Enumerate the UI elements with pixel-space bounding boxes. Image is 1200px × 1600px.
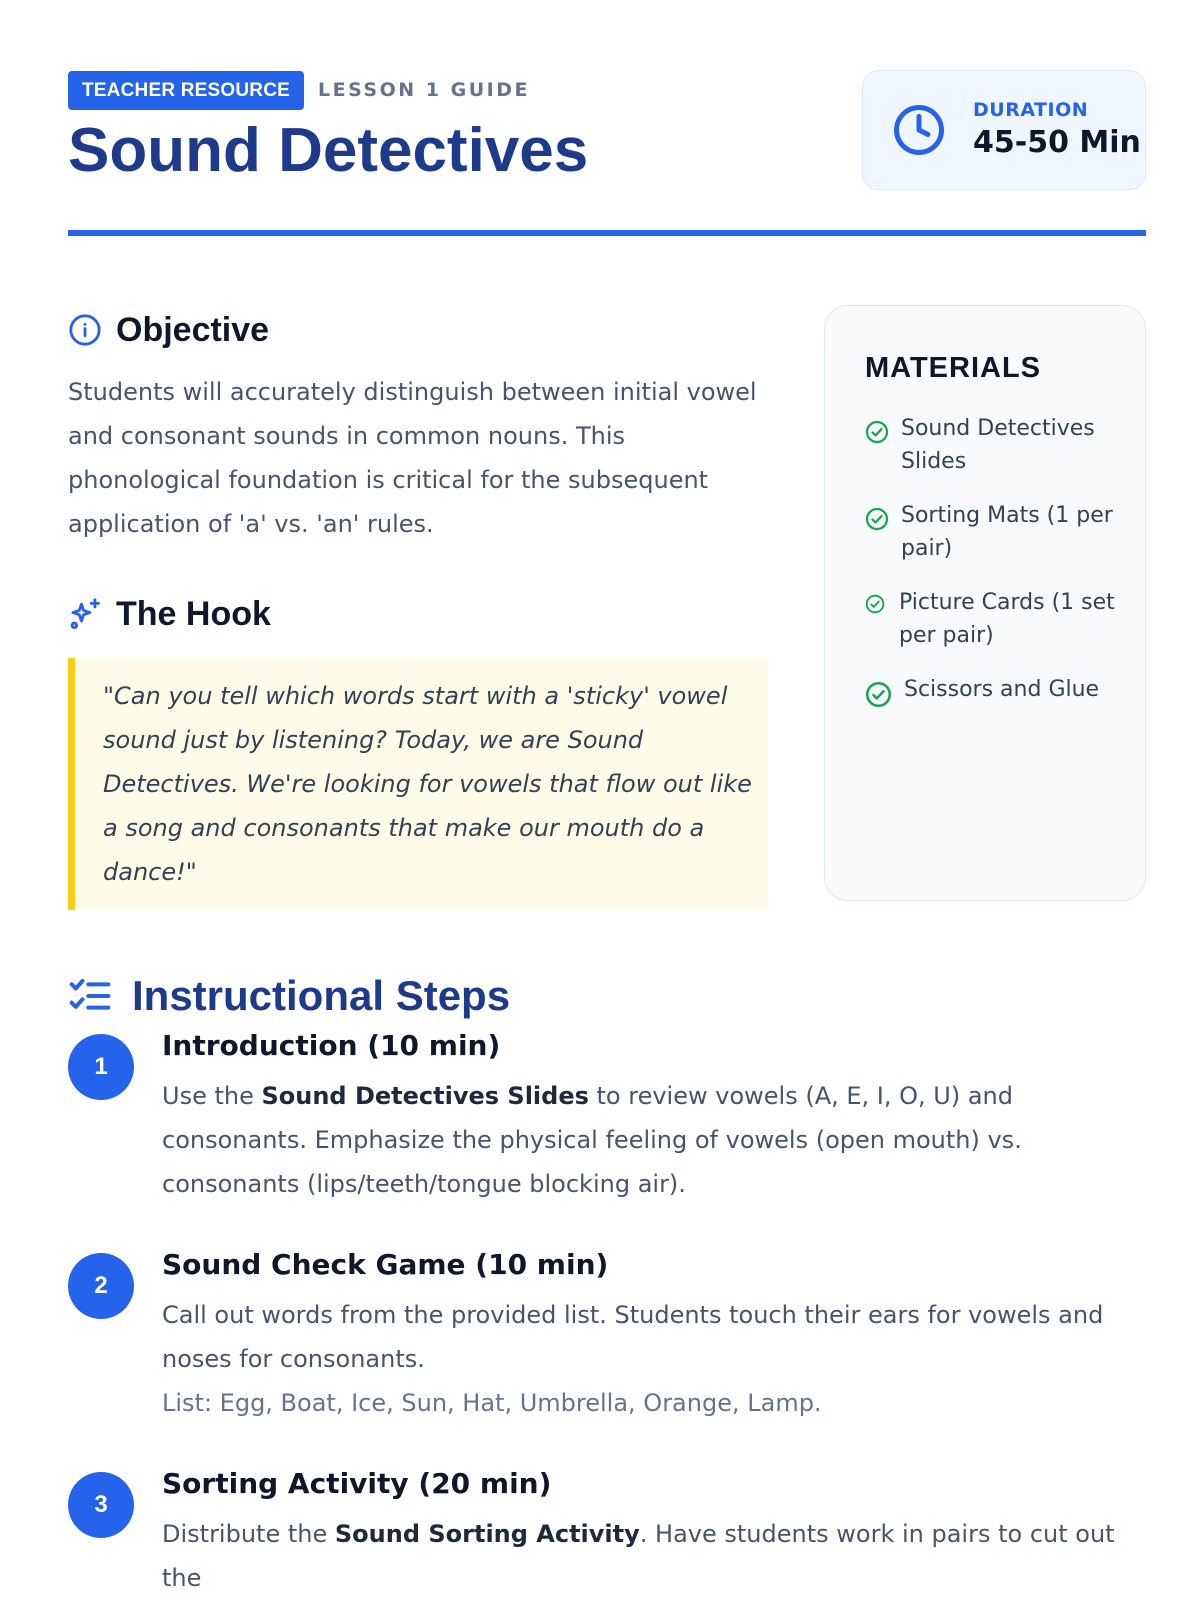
materials-item-label: Sound Detectives Slides [901,416,1095,474]
check-circle-icon [865,681,892,708]
info-icon [68,313,102,347]
step-body [162,1022,1146,1206]
page-title: Sound Detectives [68,116,589,185]
step-text-before: Distribute the [162,1520,335,1548]
materials-item [865,499,1121,565]
checklist-icon [68,976,112,1016]
materials-item-label: Picture Cards (1 set per pair) [899,590,1115,648]
step-text-before: Use the [162,1082,262,1110]
step-description [162,1074,1146,1206]
steps-heading: Instructional Steps [132,972,511,1019]
lesson-label: LESSON 1 GUIDE [318,79,530,101]
hook-heading-row [68,584,768,644]
step-title: Introduction (10 min) [162,1029,501,1062]
step-body [162,1241,1146,1425]
hook-quote: "Can you tell which words start with a 'sticky' vowel sound just by listening? Today, we are Sound Detectives. We're looking for vowels that flow out like a song and consonants that make our mouth do a dance!" [68,658,768,910]
objective-text: Students will accurately distinguish between initial vowel and consonant sounds in common nouns. This phonological foundation is critical for the subsequent application of 'a' vs. 'an' rules. [68,378,757,538]
materials-heading: MATERIALS [865,352,1042,384]
step-description: Call out words from the provided list. Students touch their ears for vowels and noses for consonants. [162,1301,1104,1373]
check-circle-icon [865,594,885,614]
materials-item-label: Sorting Mats (1 per pair) [901,503,1113,561]
step-number-badge: 1 [68,1034,134,1100]
page-header [68,70,1146,190]
step-title: Sound Check Game (10 min) [162,1248,609,1281]
objective-heading-row [68,300,768,360]
materials-item [865,586,1121,652]
materials-item-label: Scissors and Glue [904,677,1100,702]
objective-heading: Objective [116,310,270,349]
check-circle-icon [865,420,889,444]
step-description [162,1512,1146,1600]
step-text-highlight: Sound Sorting Activity [334,1520,640,1548]
sparkles-icon [68,597,102,631]
step-number-badge: 2 [68,1253,134,1319]
step-title: Sorting Activity (20 min) [162,1467,552,1500]
step-text-after: . Have students work in pairs to cut out the [162,1520,1115,1592]
hook-heading: The Hook [116,594,271,633]
lesson-guide-page [68,0,1146,1600]
step-number-badge: 3 [68,1472,134,1538]
main-column [68,300,768,910]
clock-icon [892,103,946,157]
materials-card [824,305,1146,901]
step-text-after: to review vowels (A, E, I, O, U) and consonants. Emphasize the physical feeling of vowels (open mouth) vs. consonants (lips/teeth/tongue blocking air). [162,1082,1022,1198]
materials-item [865,673,1121,708]
step-word-list: List: Egg, Boat, Ice, Sun, Hat, Umbrella, Orange, Lamp. [162,1389,822,1417]
duration-card [862,70,1146,190]
duration-value: 45-50 Min [973,125,1141,160]
materials-item [865,412,1121,478]
check-circle-icon [865,507,889,531]
duration-label: DURATION [973,99,1089,121]
teacher-resource-badge: TEACHER RESOURCE [68,71,304,110]
step-body [162,1460,1146,1600]
header-divider [68,230,1146,236]
steps-heading-row [68,966,510,1026]
step-text-highlight: Sound Detectives Slides [261,1082,589,1110]
materials-list [865,412,1121,708]
